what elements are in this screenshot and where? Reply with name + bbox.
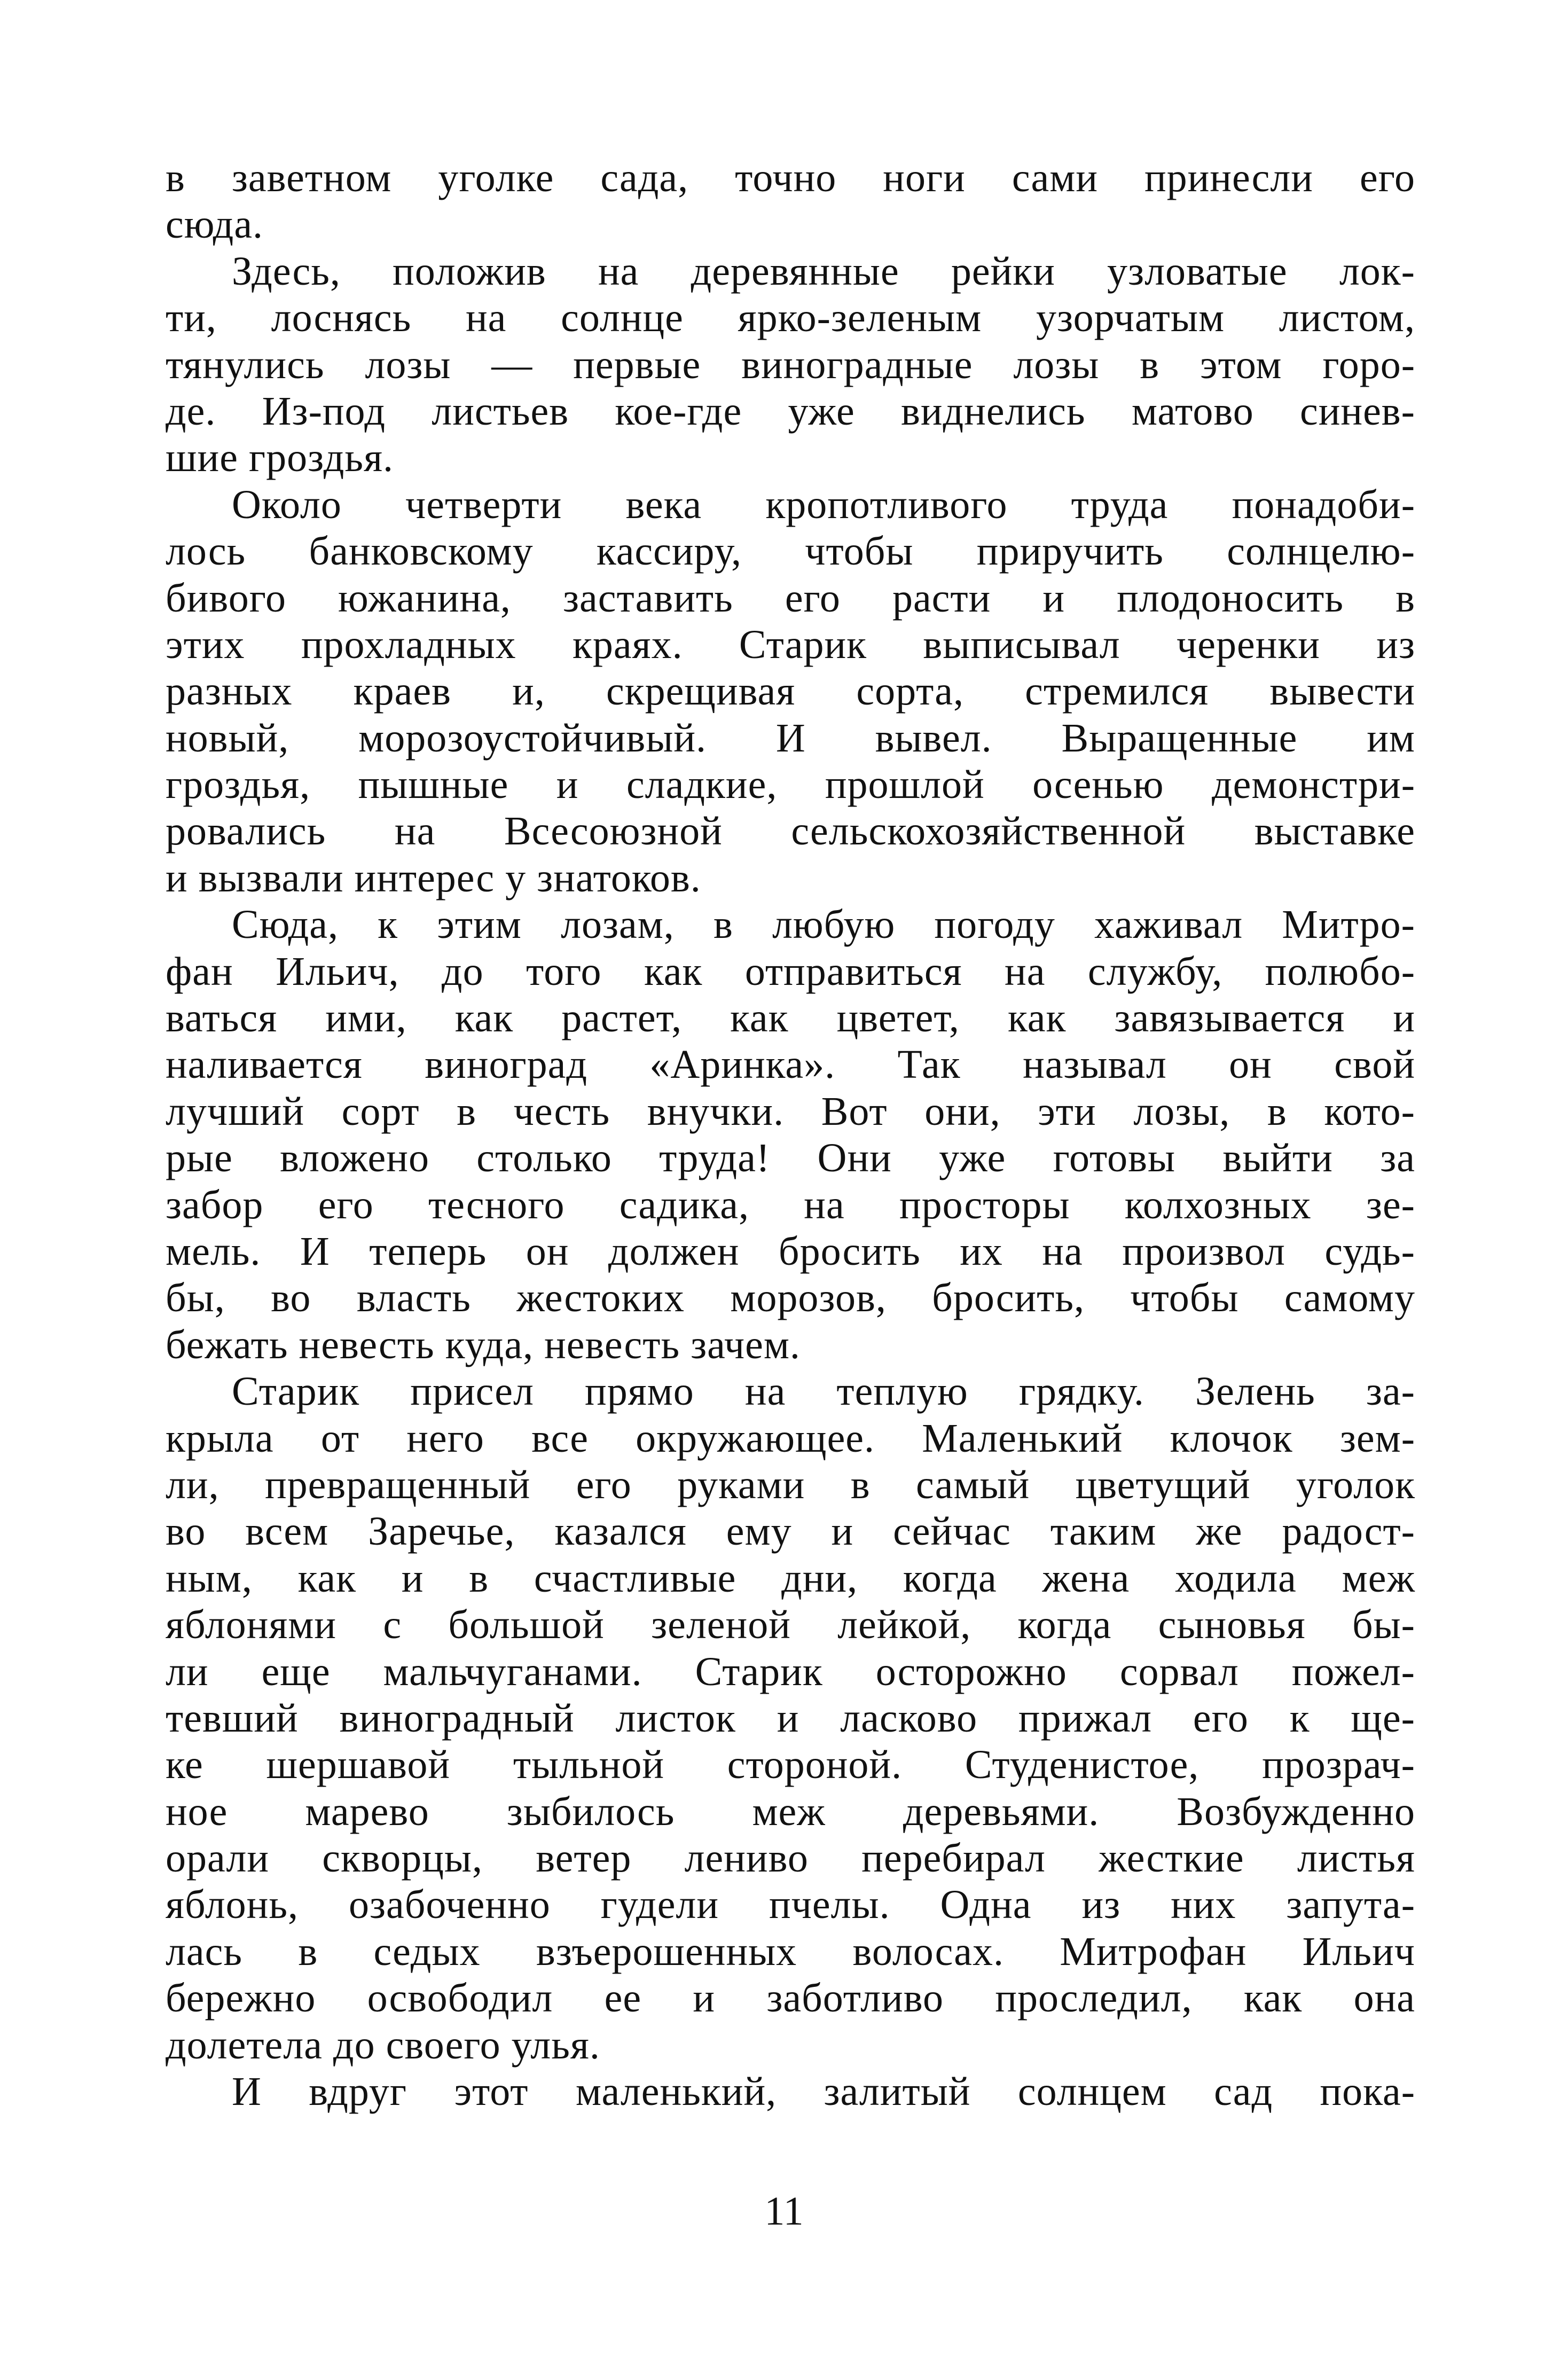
text-line: ти, лоснясь на солнце ярко-зеленым узорчатым листом, xyxy=(166,295,1415,341)
paragraph xyxy=(166,248,1415,482)
paragraph xyxy=(166,902,1415,1368)
text-line: бивого южанина, заставить его расти и плодоносить в xyxy=(166,575,1415,621)
text-line: шие гроздья. xyxy=(166,435,394,481)
text-line: орали скворцы, ветер лениво перебирал жесткие листья xyxy=(166,1836,1415,1881)
text-line: ваться ими, как растет, как цветет, как завязывается и xyxy=(166,996,1415,1041)
text-line: бы, во власть жестоких морозов, бросить, чтобы самому xyxy=(166,1275,1415,1321)
paragraph xyxy=(166,482,1415,902)
text-line: этих прохладных краях. Старик выписывал черенки из xyxy=(166,622,1415,667)
text-line: яблонями с большой зеленой лейкой, когда сыновья бы- xyxy=(166,1602,1415,1648)
text-line: мель. И теперь он должен бросить их на произвол судь- xyxy=(166,1228,1415,1274)
text-line: ли еще мальчуганами. Старик осторожно сорвал пожел- xyxy=(166,1649,1415,1694)
text-line: и вызвали интерес у знатоков. xyxy=(166,855,701,901)
text-line: ным, как и в счастливые дни, когда жена ходила меж xyxy=(166,1555,1415,1601)
text-line: ли, превращенный его руками в самый цветущий уголок xyxy=(166,1462,1415,1507)
text-line: в заветном уголке сада, точно ноги сами принесли его xyxy=(166,155,1415,200)
text-line: новый, морозоустойчивый. И вывел. Выращенные им xyxy=(166,715,1415,761)
text-line: ке шершавой тыльной стороной. Студенистое, прозрач- xyxy=(166,1742,1415,1788)
text-line: тевший виноградный листок и ласково прижал его к ще- xyxy=(166,1695,1415,1741)
text-line: гроздья, пышные и сладкие, прошлой осенью демонстри- xyxy=(166,762,1415,808)
text-line: рые вложено столько труда! Они уже готовы выйти за xyxy=(166,1136,1415,1181)
text-line: бережно освободил ее и заботливо проследил, как она xyxy=(166,1976,1415,2021)
text-line: ное марево зыбилось меж деревьями. Возбужденно xyxy=(166,1789,1415,1834)
text-line: бежать невесть куда, невесть зачем. xyxy=(166,1322,801,1367)
text-line: сюда. xyxy=(166,202,264,247)
text-line: Старик присел прямо на теплую грядку. Зелень за- xyxy=(232,1369,1415,1414)
paragraph xyxy=(166,1368,1415,2069)
text-line: яблонь, озабоченно гудели пчелы. Одна из них запута- xyxy=(166,1882,1415,1928)
text-line: долетела до своего улья. xyxy=(166,2022,600,2068)
text-line: ровались на Всесоюзной сельскохозяйственной выставке xyxy=(166,809,1415,854)
text-line: разных краев и, скрещивая сорта, стремился вывести xyxy=(166,669,1415,714)
paragraph xyxy=(166,155,1415,248)
text-line: тянулись лозы — первые виноградные лозы в этом горо- xyxy=(166,342,1415,387)
text-line: Около четверти века кропотливого труда понадоби- xyxy=(232,482,1415,527)
text-line: лось банковскому кассиру, чтобы приручить солнцелю- xyxy=(166,529,1415,574)
text-line: де. Из-под листьев кое-где уже виднелись матово синев- xyxy=(166,388,1415,434)
text-line: Здесь, положив на деревянные рейки узловатые лок- xyxy=(232,248,1415,294)
text-line: Сюда, к этим лозам, в любую погоду хаживал Митро- xyxy=(232,902,1415,948)
page-number: 11 xyxy=(764,2189,804,2234)
text-line: забор его тесного садика, на просторы колхозных зе- xyxy=(166,1182,1415,1227)
paragraph xyxy=(166,2069,1415,2115)
text-line: лучший сорт в честь внучки. Вот они, эти лозы, в кото- xyxy=(166,1089,1415,1134)
text-line: фан Ильич, до того как отправиться на службу, полюбо- xyxy=(166,949,1415,994)
text-line: крыла от него все окружающее. Маленький клочок зем- xyxy=(166,1415,1415,1461)
text-line: И вдруг этот маленький, залитый солнцем сад пока- xyxy=(232,2069,1415,2115)
text-line: лась в седых взъерошенных волосах. Митрофан Ильич xyxy=(166,1929,1415,1974)
text-line: во всем Заречье, казался ему и сейчас таким же радост- xyxy=(166,1509,1415,1554)
page-text xyxy=(166,155,1415,2115)
text-line: наливается виноград «Аринка». Так называл он свой xyxy=(166,1042,1415,1087)
